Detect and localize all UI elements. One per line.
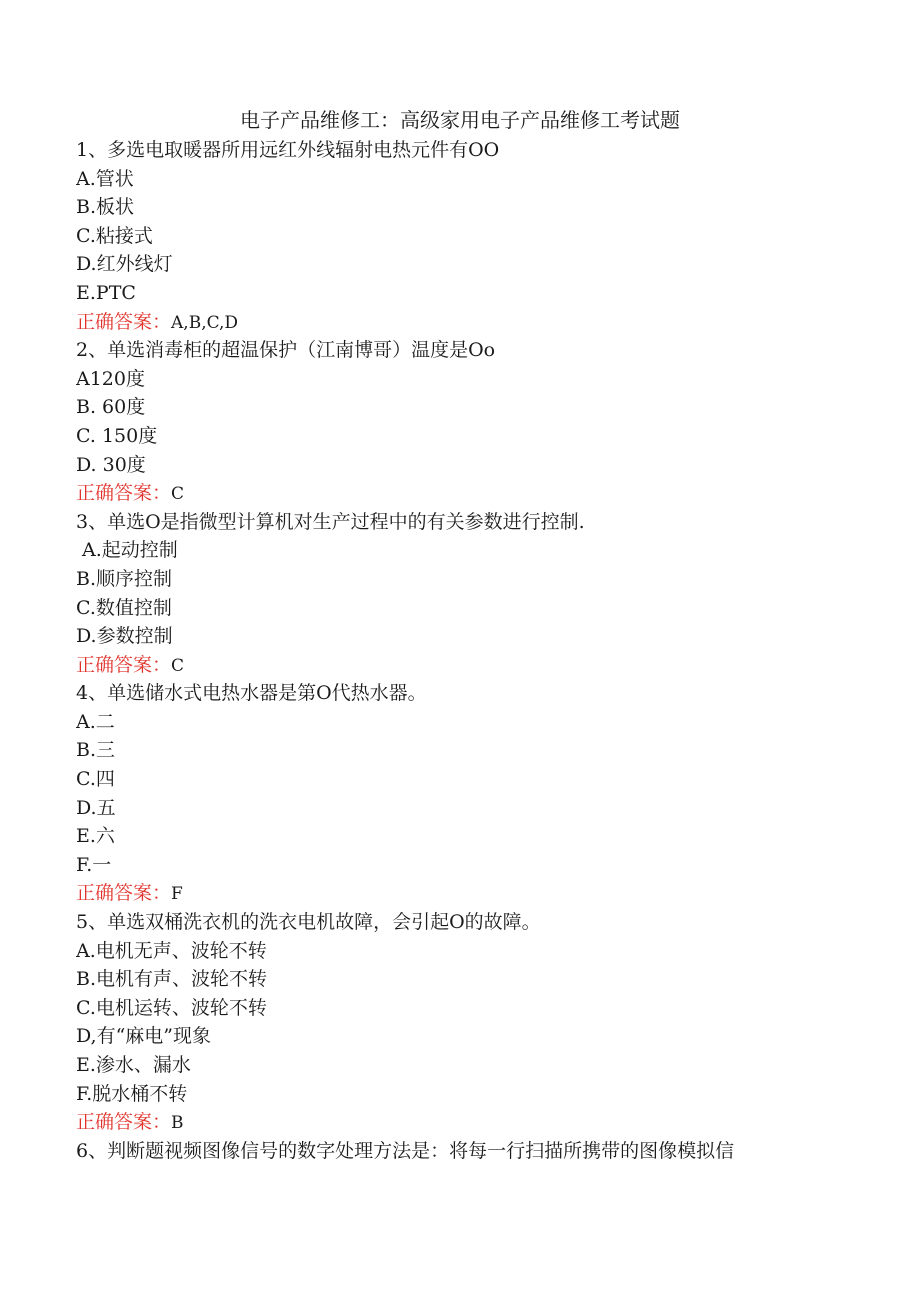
question-option: F.脱水桶不转 xyxy=(76,1082,188,1105)
question-option: C.四 xyxy=(76,768,115,791)
question-stem: 1、多选电取暖器所用远红外线辐射电热元件有OO xyxy=(76,139,500,161)
question-option: D. 30度 xyxy=(76,453,146,476)
answer-value: C xyxy=(171,484,185,505)
question-option: A.管状 xyxy=(76,167,134,190)
question-option: A.起动控制 xyxy=(76,539,178,562)
question-option: C.电机运转、波轮不转 xyxy=(76,996,267,1019)
answer-value: A,B,C,D xyxy=(171,312,239,333)
question-option: C.数值控制 xyxy=(76,596,172,619)
answer-line xyxy=(76,879,876,908)
answer-value: B xyxy=(171,1113,184,1134)
question-stem: 3、单选O是指微型计算机对生产过程中的有关参数进行控制. xyxy=(76,510,585,533)
question-stem: 5、单选双桶洗衣机的洗衣电机故障，会引起O的故障。 xyxy=(76,911,541,934)
answer-label: 正确答案： xyxy=(76,482,172,505)
question-option: B.电机有声、波轮不转 xyxy=(76,968,268,991)
question-option: F.一 xyxy=(76,853,112,876)
question-stem: 6、判断题视频图像信号的数字处理方法是：将每一行扫描所携带的图像模拟信 xyxy=(76,1139,735,1162)
document-title: 电子产品维修工：高级家用电子产品维修工考试题 xyxy=(240,108,680,132)
question-list xyxy=(76,136,876,1165)
question-option: D.五 xyxy=(76,796,116,819)
answer-line xyxy=(76,651,876,680)
question-option: E.渗水、漏水 xyxy=(76,1054,191,1076)
answer-value: C xyxy=(171,655,185,676)
question-option: B.三 xyxy=(76,739,116,762)
answer-label: 正确答案： xyxy=(76,653,172,676)
answer-label: 正确答案： xyxy=(76,882,172,905)
question-option: B.板状 xyxy=(76,196,135,219)
question-option: D.参数控制 xyxy=(76,625,173,648)
question-option: D,有“麻电”现象 xyxy=(76,1025,212,1048)
answer-value: F xyxy=(171,884,183,905)
question-option: E.六 xyxy=(76,825,115,848)
answer-line xyxy=(76,479,876,508)
question-option: A.二 xyxy=(76,710,115,733)
question-option: A120度 xyxy=(76,367,145,390)
question-stem: 4、单选储水式电热水器是第O代热水器。 xyxy=(76,682,427,705)
question-stem: 2、单选消毒柜的超温保护（江南博哥）温度是Oo xyxy=(76,339,496,362)
question-option: B.顺序控制 xyxy=(76,567,173,590)
question-option: D.红外线灯 xyxy=(76,253,173,276)
answer-label: 正确答案： xyxy=(76,1111,172,1134)
question-option: B. 60度 xyxy=(76,396,146,419)
question-option: C.粘接式 xyxy=(76,224,153,247)
answer-line xyxy=(76,308,876,337)
answer-line xyxy=(76,1108,876,1137)
question-option: A.电机无声、波轮不转 xyxy=(76,939,267,962)
question-option: C. 150度 xyxy=(76,424,158,447)
question-option: E.PTC xyxy=(76,281,136,304)
answer-label: 正确答案： xyxy=(76,310,172,333)
